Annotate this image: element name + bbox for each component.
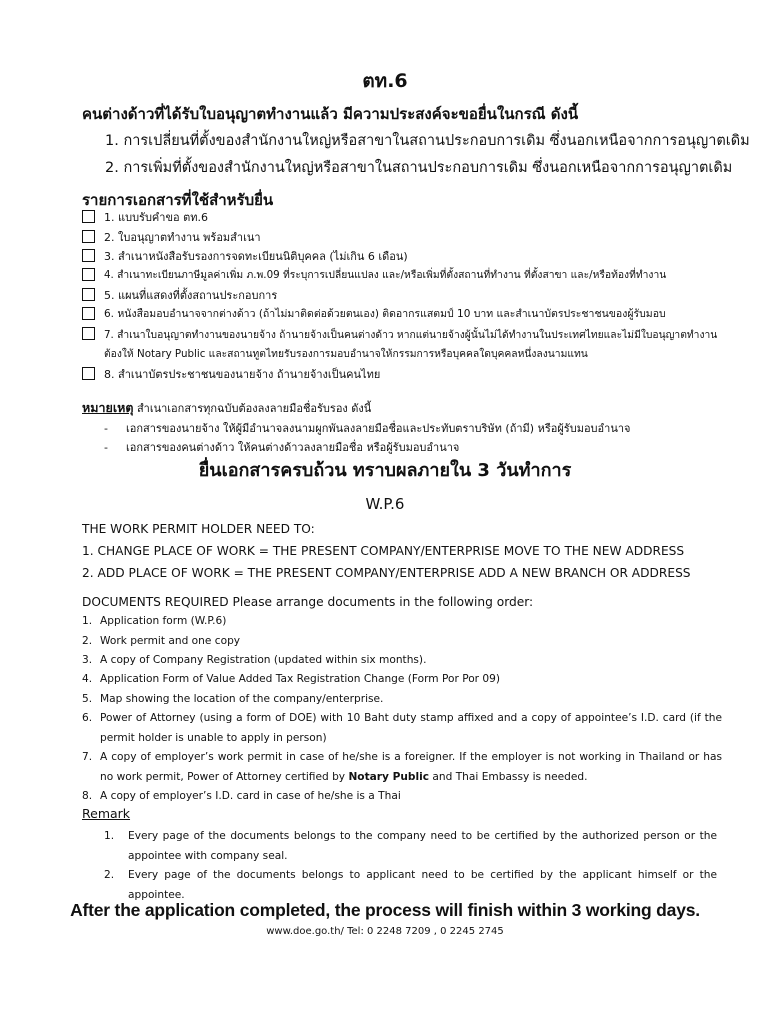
thai-document-item: 3. สำเนาหนังสือรับรองการจดทะเบียนนิติบุคคล (ไม่เกิน 6 เดือน) — [82, 248, 722, 265]
thai-heading: คนต่างด้าวที่ได้รับใบอนุญาตทำงานแล้ว มีความประสงค์จะขอยื่นในกรณี ดังนี้ — [82, 105, 579, 123]
thai-document-item: 6. หนังสือมอบอำนาจจากต่างด้าว (ถ้าไม่มาติดต่อด้วยตนเอง) ติดอากรแสตมป์ 10 บาท และสำเนาบัตรประชาชนของผู้รับมอบ — [82, 306, 722, 323]
thai-case-2: 2. การเพิ่มที่ตั้งของสำนักงานใหญ่หรือสาขาในสถานประกอบการเดิม ซึ่งนอกเหนือจากการอนุญาตเดิม — [105, 160, 733, 176]
english-case-1 — [82, 544, 684, 558]
english-document-item: 1. Application form (W.P.6) — [82, 615, 227, 627]
english-case-2-text: = THE PRESENT COMPANY/ENTERPRISE ADD A NEW BRANCH OR ADDRESS — [229, 566, 691, 580]
thai-document-item: 2. ใบอนุญาตทำงาน พร้อมสำเนา — [82, 229, 722, 246]
english-remark-item: 1. Every page of the documents belongs to the company need to be certified by the authorized person or the appointee with company seal. — [104, 830, 717, 862]
notary-public-text: Notary Public — [348, 770, 430, 783]
english-heading: THE WORK PERMIT HOLDER NEED TO: — [82, 522, 315, 536]
checkbox[interactable] — [82, 288, 95, 301]
checkbox[interactable] — [82, 249, 95, 262]
checkbox[interactable] — [82, 210, 95, 223]
english-document-item: 5. Map showing the location of the company/enterprise. — [82, 693, 384, 705]
checkbox[interactable] — [82, 327, 95, 340]
checkbox[interactable] — [82, 307, 95, 320]
english-document-item: 4. Application Form of Value Added Tax Registration Change (Form Por Por 09) — [82, 673, 501, 685]
english-form-code: W.P.6 — [365, 495, 405, 513]
thai-document-item: 8. สำเนาบัตรประชาชนของนายจ้าง ถ้านายจ้างเป็นคนไทย — [82, 366, 722, 383]
english-remark-label: Remark — [82, 806, 131, 821]
checkbox[interactable] — [82, 367, 95, 380]
thai-form-code: ตท.6 — [362, 70, 408, 92]
english-document-item: 8. A copy of employer’s I.D. card in case of he/she is a Thai — [82, 790, 401, 802]
english-case-2-label: 2. ADD PLACE OF WORK — [82, 566, 230, 580]
checkbox[interactable] — [82, 230, 95, 243]
thai-document-item: 4. สำเนาทะเบียนภาษีมูลค่าเพิ่ม ภ.พ.09 ที่ระบุการเปลี่ยนแปลง และ/หรือเพิ่มที่ตั้งสถานที่ทำงาน ที่ตั้งสาขา และ/หรือท้องที่ทำงาน — [82, 267, 722, 284]
thai-remark-text: สำเนาเอกสารทุกฉบับต้องลงลายมือชื่อรับรอง ดังนี้ — [133, 402, 372, 415]
thai-document-item: 1. แบบรับคำขอ ตท.6 — [82, 209, 722, 226]
english-document-item: 3. A copy of Company Registration (updated within six months). — [82, 654, 427, 666]
thai-notice: ยื่นเอกสารครบถ้วน ทราบผลภายใน 3 วันทำการ — [198, 460, 572, 481]
english-case-1-text: = THE PRESENT COMPANY/ENTERPRISE MOVE TO THE NEW ADDRESS — [254, 544, 685, 558]
english-case-1-label: 1. CHANGE PLACE OF WORK — [82, 544, 255, 558]
thai-documents-heading: รายการเอกสารที่ใช้สำหรับยื่น — [82, 191, 274, 209]
english-documents-heading: DOCUMENTS REQUIRED Please arrange documents in the following order: — [82, 595, 534, 609]
english-remark-item: 2. Every page of the documents belongs to applicant need to be certified by the applicant himself or the appointee. — [104, 869, 717, 901]
thai-remark-item: - เอกสารของคนต่างด้าว ให้คนต่างด้าวลงลายมือชื่อ หรือผู้รับมอบอำนาจ — [104, 441, 460, 454]
thai-remark-label: หมายเหตุ — [82, 400, 134, 415]
english-document-item: 7. A copy of employer’s work permit in case of he/she is a foreigner. If the employer is not working in Thailand or has no work permit, Power of Attorney certified by Notary Public and Thai Embassy is needed. — [82, 751, 722, 783]
thai-case-1: 1. การเปลี่ยนที่ตั้งของสำนักงานใหญ่หรือสาขาในสถานประกอบการเดิม ซึ่งนอกเหนือจากการอนุญาตเดิม — [105, 133, 750, 149]
thai-document-item: 5. แผนที่แสดงที่ตั้งสถานประกอบการ — [82, 287, 722, 304]
footer-contact: www.doe.go.th/ Tel: 0 2248 7209 , 0 2245 2745 — [266, 926, 504, 937]
english-notice: After the application completed, the process will finish within 3 working days. — [70, 900, 700, 920]
thai-remark — [82, 398, 371, 418]
thai-remark-item: - เอกสารของนายจ้าง ให้ผู้มีอำนาจลงนามผูกพันลงลายมือชื่อและประทับตราบริษัท (ถ้ามี) หรือผู้รับมอบอำนาจ — [104, 422, 631, 435]
english-document-item: 6. Power of Attorney (using a form of DOE) with 10 Baht duty stamp affixed and a copy of appointee’s I.D. card (if the permit holder is unable to apply in person) — [82, 712, 722, 744]
checkbox[interactable] — [82, 268, 95, 281]
english-case-2 — [82, 566, 691, 580]
english-document-item: 2. Work permit and one copy — [82, 635, 241, 647]
thai-document-item: 7. สำเนาใบอนุญาตทำงานของนายจ้าง ถ้านายจ้างเป็นคนต่างด้าว หากแต่นายจ้างผู้นั้นไม่ได้ทำงานในประเทศไทยและไม่มีใบอนุญาตทำงาน ต้องให้ Notary Public และสถานทูตไทยรับรองการมอบอำนาจให้กรรมการหรือบุคคลใดบุคคลหนึ่งลงนามแทน — [82, 326, 722, 364]
